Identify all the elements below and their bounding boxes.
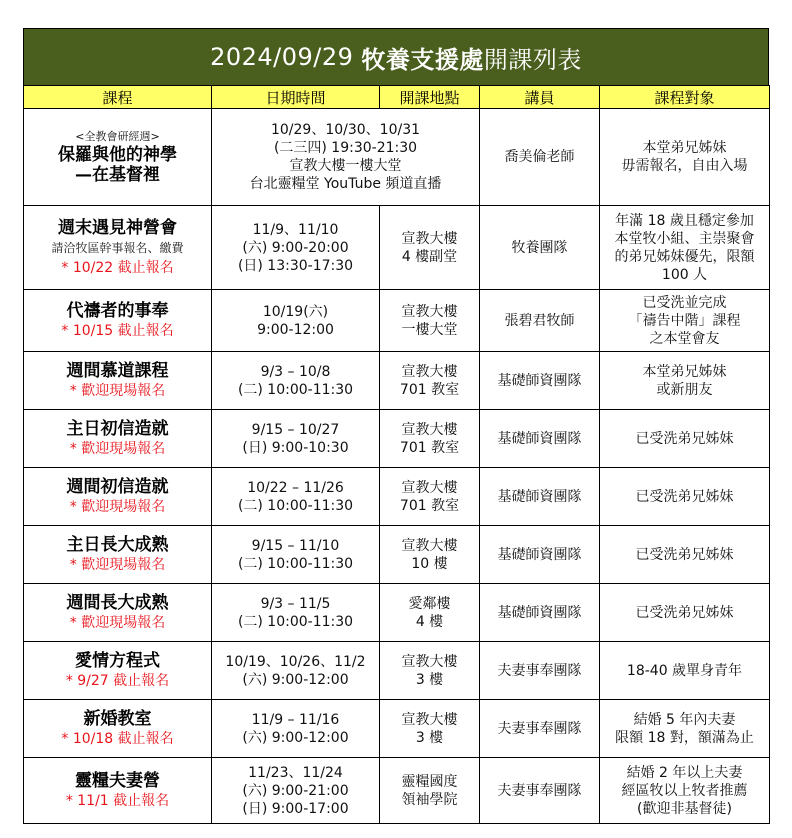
time-line: (六) 9:00-20:00	[242, 239, 349, 256]
place-line: 宣教大樓	[401, 479, 458, 496]
target-cell	[600, 758, 770, 824]
time-cell	[212, 206, 380, 290]
course-cell	[24, 206, 212, 290]
registration-deadline: * 11/1 截止報名	[65, 792, 170, 809]
course-cell	[24, 410, 212, 468]
time-line: 11/9 – 11/16	[251, 711, 340, 728]
table-row	[24, 584, 770, 642]
table-row	[24, 642, 770, 700]
speaker-cell	[480, 352, 600, 410]
place-cell	[380, 642, 480, 700]
time-line: (二) 10:00-11:30	[237, 497, 354, 514]
speaker-name: 夫妻事奉團隊	[497, 720, 582, 737]
place-cell	[380, 758, 480, 824]
course-cell	[24, 642, 212, 700]
registration-deadline: * 歡迎現場報名	[69, 382, 166, 399]
course-name: 週間長大成熟	[66, 592, 169, 613]
time-line: (日) 9:00-10:30	[242, 439, 349, 456]
time-cell	[212, 584, 380, 642]
course-cell	[24, 290, 212, 352]
course-name: 週間慕道課程	[66, 360, 169, 381]
target-cell	[600, 468, 770, 526]
table-row	[24, 526, 770, 584]
time-line: (六) 9:00-12:00	[242, 671, 349, 688]
course-name: 新婚教室	[83, 708, 152, 729]
time-line: (六) 9:00-12:00	[242, 729, 349, 746]
target-line: 已受洗並完成	[642, 294, 727, 311]
speaker-cell	[480, 410, 600, 468]
registration-deadline: * 10/18 截止報名	[61, 730, 174, 747]
course-table	[23, 85, 770, 824]
speaker-cell	[480, 290, 600, 352]
course-cell	[24, 109, 212, 206]
table-row	[24, 468, 770, 526]
col-header-target: 課程對象	[600, 86, 770, 109]
speaker-name: 夫妻事奉團隊	[497, 782, 582, 799]
target-line: 結婚 2 年以上夫妻	[626, 764, 743, 781]
course-list-sheet	[23, 28, 769, 824]
place-line: 領袖學院	[401, 791, 458, 808]
speaker-cell	[480, 758, 600, 824]
time-line: (六) 9:00-21:00	[242, 782, 349, 799]
time-line: 宣教大樓一樓大堂	[289, 158, 402, 174]
target-cell	[600, 410, 770, 468]
target-cell	[600, 109, 770, 206]
speaker-cell	[480, 109, 600, 206]
target-line: 18-40 歲單身青年	[626, 662, 743, 679]
time-cell	[212, 526, 380, 584]
time-cell	[212, 410, 380, 468]
place-cell	[380, 206, 480, 290]
place-line: 701 教室	[399, 497, 460, 514]
target-line: 結婚 5 年內夫妻	[633, 711, 736, 728]
target-line: 本堂牧小組、主崇聚會	[614, 230, 755, 247]
time-line: 10/22 – 11/26	[247, 479, 344, 496]
time-cell	[212, 468, 380, 526]
course-name: —在基督裡	[75, 165, 160, 185]
place-cell	[380, 584, 480, 642]
speaker-cell	[480, 468, 600, 526]
course-cell	[24, 526, 212, 584]
table-row	[24, 109, 770, 206]
target-line: 的弟兄姊妹優先，限額	[614, 248, 755, 265]
place-line: 宣教大樓	[401, 537, 458, 554]
speaker-cell	[480, 206, 600, 290]
target-cell	[600, 206, 770, 290]
time-line: 9/15 – 11/10	[251, 537, 340, 554]
place-cell	[380, 290, 480, 352]
place-line: 宣教大樓	[401, 303, 458, 320]
registration-deadline: * 9/27 截止報名	[65, 672, 170, 689]
time-line: 10/19、10/26、11/2	[225, 653, 366, 670]
table-row	[24, 290, 770, 352]
course-cell	[24, 352, 212, 410]
speaker-cell	[480, 584, 600, 642]
speaker-name: 夫妻事奉團隊	[497, 662, 582, 679]
speaker-name: 張碧君牧師	[504, 312, 575, 329]
course-cell	[24, 468, 212, 526]
time-line: 11/23、11/24	[248, 764, 343, 781]
registration-deadline: * 歡迎現場報名	[69, 556, 166, 573]
col-header-place: 開課地點	[380, 86, 480, 109]
place-line: 4 樓副堂	[401, 248, 458, 265]
table-row	[24, 758, 770, 824]
target-line: 本堂弟兄姊妹	[642, 363, 727, 380]
course-cell	[24, 758, 212, 824]
target-line: 已受洗弟兄姊妹	[635, 546, 734, 563]
place-line: 701 教室	[399, 381, 460, 398]
speaker-name: 牧養團隊	[511, 239, 568, 256]
time-line: (二) 10:00-11:30	[237, 613, 354, 630]
target-line: 之本堂會友	[649, 330, 720, 347]
course-name: 靈糧夫妻營	[75, 770, 160, 791]
speaker-name: 基礎師資團隊	[497, 430, 582, 447]
speaker-cell	[480, 700, 600, 758]
target-line: 年滿 18 歲且穩定參加	[615, 212, 754, 229]
title-date: 2024/09/29	[210, 43, 354, 71]
time-cell	[212, 352, 380, 410]
speaker-name: 基礎師資團隊	[497, 546, 582, 563]
place-line: 愛鄰樓	[408, 595, 451, 612]
course-cell	[24, 584, 212, 642]
time-cell	[212, 290, 380, 352]
header-row	[24, 86, 770, 109]
place-line: 靈糧國度	[401, 773, 458, 790]
course-name: 愛情方程式	[75, 650, 160, 671]
place-cell	[380, 352, 480, 410]
table-row	[24, 410, 770, 468]
time-cell	[212, 109, 480, 206]
speaker-cell	[480, 526, 600, 584]
title-org: 牧養支援處	[361, 45, 484, 74]
place-cell	[380, 468, 480, 526]
place-line: 3 樓	[415, 729, 444, 746]
time-line: (日) 9:00-17:00	[242, 800, 349, 817]
time-line: (二三四) 19:30-21:30	[273, 140, 418, 156]
place-line: 4 樓	[415, 613, 444, 630]
time-line: 11/9、11/10	[252, 221, 339, 238]
target-line: (歡迎非基督徒)	[637, 800, 732, 817]
target-line: 「禱告中階」課程	[628, 312, 741, 329]
time-cell	[212, 700, 380, 758]
time-cell	[212, 758, 380, 824]
time-line: 9:00-12:00	[257, 321, 334, 338]
course-name: 保羅與他的神學	[58, 145, 177, 165]
course-name: 週間初信造就	[66, 476, 169, 497]
target-cell	[600, 352, 770, 410]
place-line: 宣教大樓	[401, 363, 458, 380]
speaker-name: 基礎師資團隊	[497, 372, 582, 389]
speaker-cell	[480, 642, 600, 700]
col-header-time: 日期時間	[212, 86, 380, 109]
place-cell	[380, 526, 480, 584]
target-cell	[600, 700, 770, 758]
time-cell	[212, 642, 380, 700]
course-name: 主日長大成熟	[66, 534, 169, 555]
place-line: 一樓大堂	[401, 321, 458, 338]
target-line: 100 人	[661, 266, 708, 283]
place-cell	[380, 700, 480, 758]
speaker-name: 基礎師資團隊	[497, 488, 582, 505]
registration-deadline: * 歡迎現場報名	[69, 440, 166, 457]
target-cell	[600, 642, 770, 700]
time-line: 10/19(六)	[262, 303, 329, 320]
speaker-name: 基礎師資團隊	[497, 604, 582, 621]
place-line: 宣教大樓	[401, 230, 458, 247]
target-line: 已受洗弟兄姊妹	[635, 430, 734, 447]
table-row	[24, 206, 770, 290]
course-cell	[24, 700, 212, 758]
registration-deadline: * 歡迎現場報名	[69, 614, 166, 631]
table-row	[24, 352, 770, 410]
target-cell	[600, 584, 770, 642]
place-line: 10 樓	[411, 555, 448, 572]
col-header-speaker: 講員	[480, 86, 600, 109]
place-line: 宣教大樓	[401, 421, 458, 438]
place-line: 701 教室	[399, 439, 460, 456]
time-line: (二) 10:00-11:30	[237, 381, 354, 398]
place-line: 宣教大樓	[401, 653, 458, 670]
target-cell	[600, 526, 770, 584]
time-line: (二) 10:00-11:30	[237, 555, 354, 572]
time-line: (日) 13:30-17:30	[237, 257, 354, 274]
course-note: 請洽牧區幹事報名、繳費	[51, 240, 184, 255]
course-tag: <全教會研經週>	[75, 130, 160, 143]
place-cell	[380, 410, 480, 468]
target-line: 限額 18 對，額滿為止	[615, 729, 754, 746]
target-line: 或新朋友	[656, 381, 713, 398]
course-name: 主日初信造就	[66, 418, 169, 439]
target-line: 本堂弟兄姊妹	[642, 140, 727, 156]
place-line: 宣教大樓	[401, 711, 458, 728]
col-header-course: 課程	[24, 86, 212, 109]
time-line: 9/15 – 10/27	[251, 421, 340, 438]
title-suffix: 開課列表	[483, 45, 582, 74]
target-line: 已受洗弟兄姊妹	[635, 604, 734, 621]
target-line: 毋需報名，自由入場	[621, 158, 748, 174]
time-line: 9/3 – 10/8	[260, 363, 331, 380]
registration-deadline: * 10/15 截止報名	[61, 322, 174, 339]
registration-deadline: * 10/22 截止報名	[61, 259, 174, 276]
target-cell	[600, 290, 770, 352]
target-line: 已受洗弟兄姊妹	[635, 488, 734, 505]
page-title	[23, 28, 769, 85]
course-name: 代禱者的事奉	[66, 300, 169, 321]
time-line: 台北靈糧堂 YouTube 頻道直播	[249, 176, 442, 192]
course-name: 週末遇見神營會	[58, 217, 177, 238]
table-row	[24, 700, 770, 758]
place-line: 3 樓	[415, 671, 444, 688]
time-line: 10/29、10/30、10/31	[270, 122, 421, 138]
target-line: 經區牧以上牧者推薦	[621, 782, 748, 799]
time-line: 9/3 – 11/5	[260, 595, 331, 612]
speaker-name: 喬美倫老師	[504, 149, 575, 165]
registration-deadline: * 歡迎現場報名	[69, 498, 166, 515]
